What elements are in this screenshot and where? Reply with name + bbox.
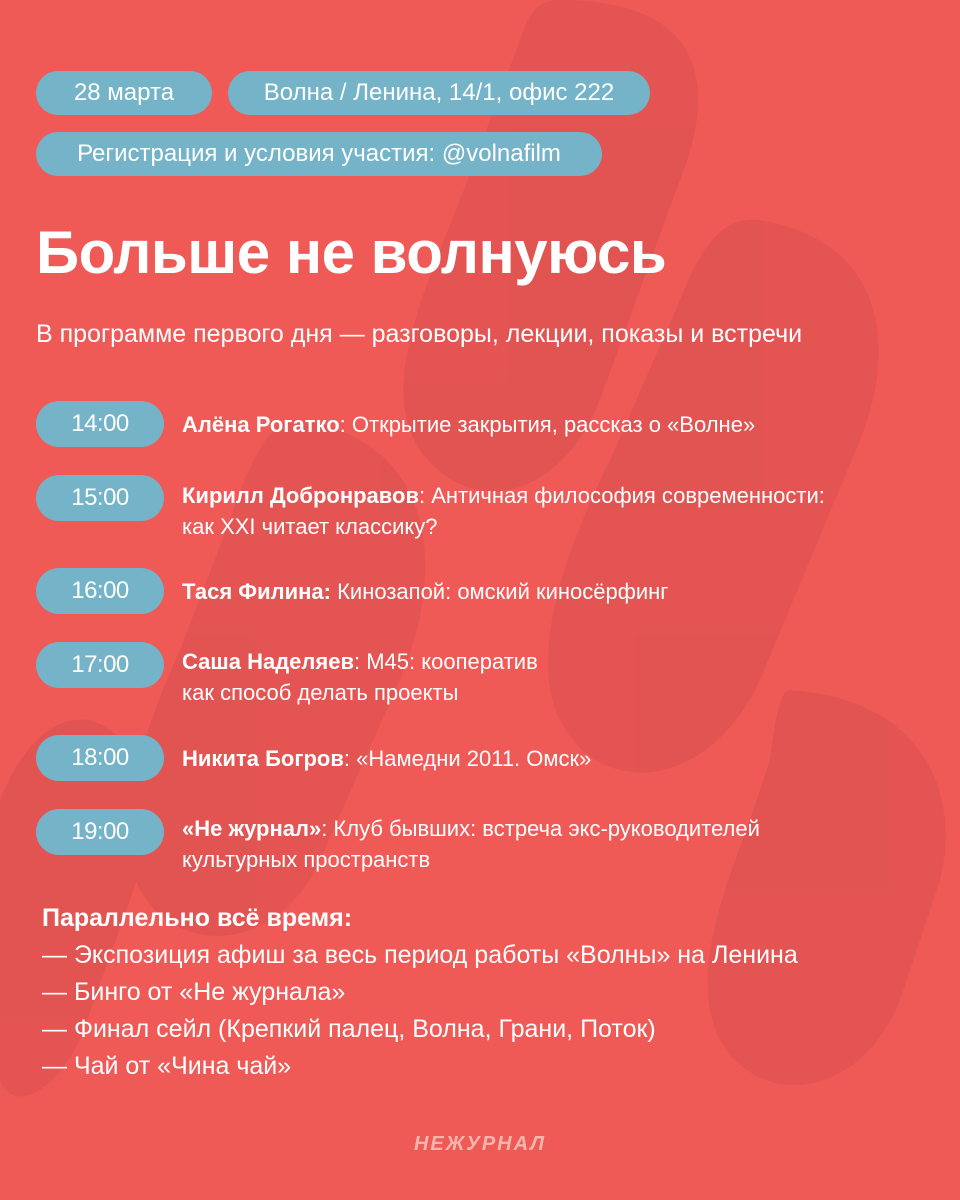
- page-title: Больше не волнуюсь: [36, 219, 667, 286]
- event-title: Открытие закрытия, рассказ о «Волне»: [351, 412, 756, 437]
- brand-logo: НЕЖУРНАЛ: [413, 1133, 547, 1155]
- event-title-cont: как XXI читает классику?: [182, 514, 438, 539]
- parallel-item: — Бинго от «Не журнала»: [42, 978, 346, 1006]
- separator: :: [339, 412, 352, 437]
- separator: :: [418, 483, 432, 508]
- parallel-heading: Параллельно всё время:: [42, 904, 353, 932]
- event-title: «Намедни 2011. Омск»: [356, 746, 592, 771]
- schedule-item: [182, 409, 922, 440]
- separator: :: [343, 746, 357, 771]
- parallel-item: — Экспозиция афиш за весь период работы «Волны» на Ленина: [42, 941, 798, 969]
- registration-pill: Регистрация и условия участия: @volnafilm: [36, 132, 602, 176]
- schedule-item: [182, 646, 922, 708]
- schedule-item: [182, 480, 922, 542]
- event-title: Кинозапой: омский киносёрфинг: [337, 579, 669, 604]
- schedule-item: [182, 743, 922, 774]
- speaker-name: Тася Филина:: [182, 579, 331, 604]
- date-pill: 28 марта: [36, 71, 212, 115]
- subtitle: В программе первого дня — разговоры, лекции, показы и встречи: [36, 320, 803, 348]
- speaker-name: «Не журнал»: [182, 816, 322, 841]
- time-pill: 18:00: [36, 735, 164, 781]
- time-pill: 14:00: [36, 401, 164, 447]
- schedule-item: [182, 813, 922, 875]
- time-pill: 19:00: [36, 809, 164, 855]
- speaker-name: Кирилл Добронравов: [182, 483, 419, 508]
- event-title-cont: как способ делать проекты: [182, 680, 459, 705]
- time-pill: 16:00: [36, 568, 164, 614]
- speaker-name: Алёна Рогатко: [182, 412, 340, 437]
- speaker-name: Никита Богров: [182, 746, 344, 771]
- separator: :: [353, 649, 367, 674]
- event-title: Клуб бывших: встреча экс-руководителей: [333, 816, 760, 841]
- separator: :: [321, 816, 334, 841]
- parallel-item: — Чай от «Чина чай»: [42, 1052, 292, 1080]
- parallel-item: — Финал сейл (Крепкий палец, Волна, Грани, Поток): [42, 1015, 656, 1043]
- time-pill: 17:00: [36, 642, 164, 688]
- event-title: М45: кооператив: [366, 649, 538, 674]
- venue-pill: Волна / Ленина, 14/1, офис 222: [228, 71, 650, 115]
- event-title-cont: культурных пространств: [182, 847, 431, 872]
- event-title: Античная философия современности:: [431, 483, 825, 508]
- parallel-section: [42, 900, 798, 1085]
- schedule-item: [182, 576, 922, 607]
- time-pill: 15:00: [36, 475, 164, 521]
- speaker-name: Саша Наделяев: [182, 649, 354, 674]
